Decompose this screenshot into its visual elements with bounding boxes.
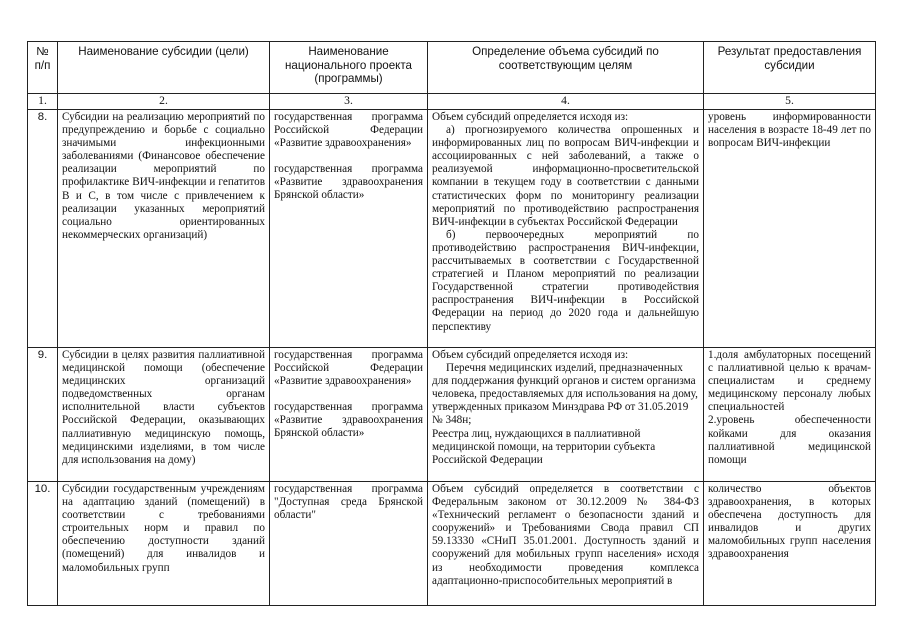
definition-item-b: б) первоочередных мероприятий по противодействию распространения ВИЧ-инфекции, рассчитываемых в соответствии с Государственной стратегией и Планом мероприятий по реализации Государственной стратегии противодействия распространения ВИЧ-инфекции в Российской Федерации на период до 2020 года и дальнейшую перспективу — [432, 228, 699, 333]
project-line: государственная программа Российской Федерации «Развитие здравоохранения» — [274, 349, 423, 388]
result-item-1: 1.доля амбулаторных посещений с паллиативной целью к врачам-специалистам и среднему медицинскому персоналу любых специальностей — [708, 349, 871, 414]
table-row-10 — [28, 482, 876, 606]
col-number-1: 1. — [28, 94, 58, 110]
col-number-2: 2. — [58, 94, 270, 110]
header-definition: Определение объема субсидий по соответствующим целям — [428, 42, 704, 94]
header-result: Результат предоставления субсидии — [704, 42, 876, 94]
project-cell — [270, 110, 428, 348]
definition-item-a: а) прогнозируемого количества опрошенных и информированных лиц по вопросам ВИЧ-инфекции и ассоциированных с ней заболеваний, а также о реализуемой информационно-просветительской компании в текущем году в соответствии с данными статистических форм по мониторингу реализации мероприятий по противодействию распространения ВИЧ-инфекции в субъектах Российской Федерации — [432, 124, 699, 228]
definition-item-a: Перечня медицинских изделий, предназначенных для поддержания функций органов и систем организма человека, предоставляемых для использования на дому, утвержденных приказом Минздрава РФ от 31.05.2019 № 348н; — [432, 362, 698, 427]
col-number-4: 4. — [428, 94, 704, 110]
header-project: Наименование национального проекта (программы) — [270, 42, 428, 94]
header-name: Наименование субсидии (цели) — [58, 42, 270, 94]
row-number: 10. — [28, 482, 58, 606]
result-item-2: 2.уровень обеспеченности койками для оказания паллиативной медицинской помощи — [708, 414, 871, 466]
table-row-9 — [28, 348, 876, 482]
result-cell — [704, 348, 876, 482]
col-number-5: 5. — [704, 94, 876, 110]
definition-cell — [428, 348, 704, 482]
project-line: государственная программа Российской Федерации «Развитие здравоохранения» — [274, 111, 423, 150]
result-cell: уровень информированности населения в возрасте 18-49 лет по вопросам ВИЧ-инфекции — [704, 110, 876, 348]
table-row-8 — [28, 110, 876, 348]
project-cell: государственная программа "Доступная среда Брянской области" — [270, 482, 428, 606]
col-number-3: 3. — [270, 94, 428, 110]
row-number: 8. — [28, 110, 58, 348]
result-cell: количество объектов здравоохранения, в которых обеспечена доступность для инвалидов и других маломобильных групп населения здравоохранения — [704, 482, 876, 606]
project-line: государственная программа «Развитие здравоохранения Брянской области» — [274, 401, 423, 440]
subsidy-name: Субсидии государственным учреждениям на адаптацию зданий (помещений) в соответствии с требованиями строительных норм и правил по обеспечению доступности зданий (помещений) для инвалидов и маломобильных групп — [58, 482, 270, 606]
header-num: № п/п — [28, 42, 58, 94]
definition-item-b: Реестра лиц, нуждающихся в паллиативной медицинской помощи, на территории субъекта Российской Федерации — [432, 427, 656, 466]
subsidy-name: Субсидии на реализацию мероприятий по предупреждению и борьбе с социально значимыми инфекционными заболеваниями (Финансовое обеспечение реализации мероприятий по профилактике ВИЧ-инфекции и гепатитов В и С, в том числе с привлечением к реализации указанных мероприятий социально ориентированных некоммерческих организаций) — [58, 110, 270, 348]
subsidy-table — [27, 41, 876, 606]
definition-cell: Объем субсидий определяется в соответствии с Федеральным законом от 30.12.2009 № 384-ФЗ «Технический регламент о безопасности зданий и сооружений» и Требованиями Свода правил СП 59.13330 «СНиП 35.01.2001. Доступность зданий и сооружений для мобильных групп населения» исходя из необходимости проведения комплекса адаптационно-приспособительных мероприятий в — [428, 482, 704, 606]
column-number-row — [28, 94, 876, 110]
definition-intro: Объем субсидий определяется исходя из: — [432, 111, 629, 123]
row-number: 9. — [28, 348, 58, 482]
definition-cell — [428, 110, 704, 348]
subsidy-name: Субсидии в целях развития паллиативной медицинской помощи (обеспечение медицинских организаций подведомственных органам исполнительной власти субъектов Российской Федерации, оказывающих паллиативную медицинскую помощь, медицинскими изделиями, в том числе для использования на дому) — [58, 348, 270, 482]
project-line: государственная программа «Развитие здравоохранения Брянской области» — [274, 163, 423, 202]
definition-intro: Объем субсидий определяется исходя из: — [432, 349, 629, 361]
project-cell — [270, 348, 428, 482]
header-row — [28, 42, 876, 94]
